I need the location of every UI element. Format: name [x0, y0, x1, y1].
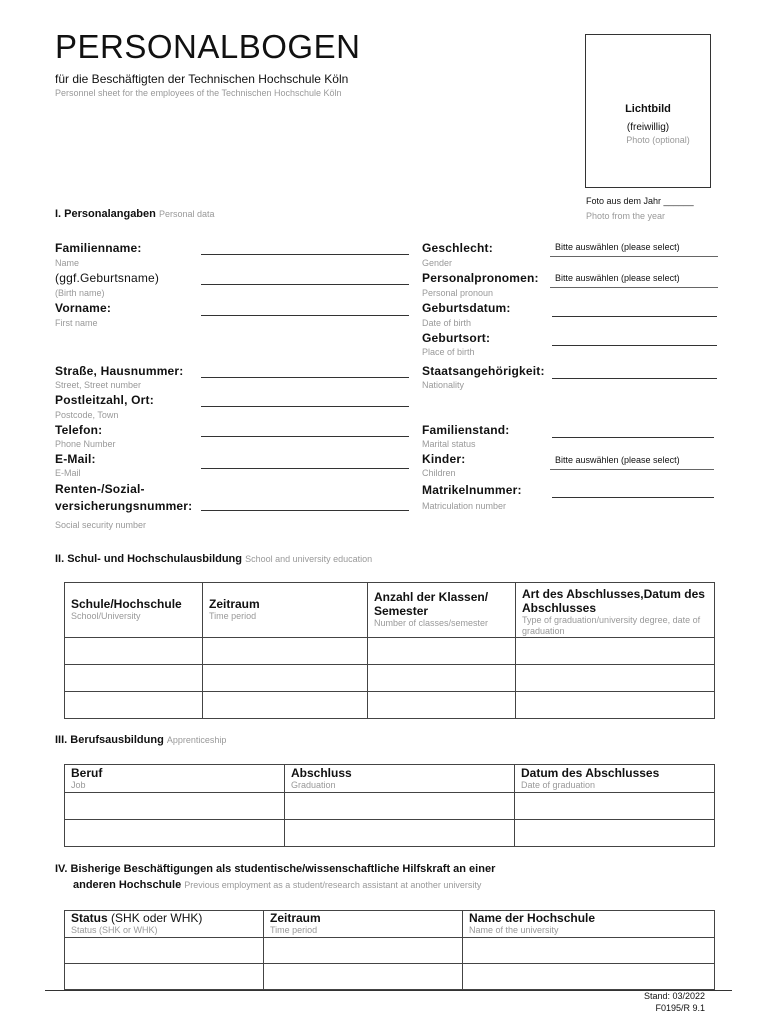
- table-cell[interactable]: [65, 692, 203, 719]
- table-header-cell: [65, 911, 264, 938]
- familienstand-field[interactable]: [552, 437, 714, 438]
- table-cell[interactable]: [515, 820, 715, 847]
- column-header: [65, 911, 263, 925]
- label-renten-en: Social security number: [55, 520, 147, 530]
- label-kinder-en: Children: [422, 468, 456, 478]
- table-cell[interactable]: [516, 692, 715, 719]
- footer-stand: Stand: 03/2022: [643, 991, 705, 1001]
- table-cell[interactable]: [65, 665, 203, 692]
- table-row: [65, 964, 715, 990]
- table-cell[interactable]: [65, 964, 264, 990]
- email-field[interactable]: [201, 468, 409, 469]
- table-row: [65, 938, 715, 964]
- table-row: [65, 665, 715, 692]
- column-header-en: School/University: [71, 611, 141, 621]
- column-header-en: Type of graduation/university degree, date of graduation: [522, 615, 701, 636]
- matrikel-field[interactable]: [552, 497, 714, 498]
- table-cell[interactable]: [515, 793, 715, 820]
- column-header: Schule/Hochschule: [71, 597, 182, 611]
- table-cell[interactable]: [65, 638, 203, 665]
- label-strasse: Straße, Hausnummer:: [55, 364, 184, 378]
- label-matrikel: Matrikelnummer:: [422, 483, 522, 497]
- table-cell[interactable]: [463, 964, 715, 990]
- table-header-cell: [463, 911, 715, 938]
- plz-field[interactable]: [201, 406, 409, 407]
- table-header-cell: [65, 765, 285, 793]
- table-cell[interactable]: [368, 638, 516, 665]
- page-subtitle-en: Personnel sheet for the employees of the Technischen Hochschule Köln: [55, 88, 342, 98]
- table-header-cell: [65, 583, 203, 638]
- section-title: anderen Hochschule: [73, 879, 182, 891]
- column-header: Name der Hochschule: [469, 911, 596, 925]
- section-title-en: Apprenticeship: [166, 735, 227, 745]
- section-apprenticeship: [55, 734, 226, 746]
- table-row: [65, 793, 715, 820]
- table-cell[interactable]: [516, 665, 715, 692]
- column-header: Anzahl der Klassen/ Semester: [374, 590, 489, 618]
- section-title-en: Personal data: [158, 209, 215, 219]
- label-geschlecht-en: Gender: [422, 258, 453, 268]
- table-cell[interactable]: [264, 964, 463, 990]
- footer-version: [644, 990, 705, 1014]
- telefon-field[interactable]: [201, 436, 409, 437]
- section-title: I. Personalangaben: [55, 208, 156, 220]
- familienname-field[interactable]: [201, 254, 409, 255]
- pronomen-select[interactable]: Bitte auswählen (please select): [555, 273, 680, 283]
- label-email-en: E-Mail: [55, 468, 81, 478]
- label-familienname-en: Name: [55, 258, 80, 268]
- column-header-en: Date of graduation: [521, 780, 596, 790]
- column-header: Abschluss: [291, 766, 352, 780]
- pronomen-select-line: [550, 287, 718, 288]
- footer-divider: [45, 990, 732, 991]
- label-pronomen: Personalpronomen:: [422, 271, 539, 285]
- photo-optional: (freiwillig): [626, 122, 670, 133]
- table-cell[interactable]: [65, 820, 285, 847]
- label-staats: Staatsangehörigkeit:: [422, 364, 545, 378]
- staats-field[interactable]: [552, 378, 717, 379]
- renten-field[interactable]: [201, 510, 409, 511]
- table-cell[interactable]: [285, 793, 515, 820]
- label-plz: Postleitzahl, Ort:: [55, 393, 154, 407]
- label-renten-2: versicherungsnummer:: [55, 499, 193, 513]
- photo-optional-en: Photo (optional): [626, 135, 690, 145]
- vorname-field[interactable]: [201, 315, 409, 316]
- table-row: [65, 692, 715, 719]
- column-header: Zeitraum: [209, 597, 260, 611]
- label-telefon-en: Phone Number: [55, 439, 116, 449]
- label-geburtsname: (ggf.Geburtsname): [55, 271, 160, 285]
- section-title: II. Schul- und Hochschulausbildung: [55, 553, 242, 565]
- column-header-en: Status (SHK or WHK): [71, 925, 158, 935]
- section-personal-data: [55, 208, 214, 220]
- column-header-rest: (SHK oder WHK): [107, 911, 203, 925]
- column-header-en: Graduation: [291, 780, 336, 790]
- table-cell[interactable]: [463, 938, 715, 964]
- table-header-cell: [264, 911, 463, 938]
- label-pronomen-en: Personal pronoun: [422, 288, 494, 298]
- geburtsdatum-field[interactable]: [552, 316, 717, 317]
- label-vorname-en: First name: [55, 318, 98, 328]
- table-cell[interactable]: [203, 692, 368, 719]
- label-matrikel-en: Matriculation number: [422, 501, 507, 511]
- label-familienstand-en: Marital status: [422, 439, 476, 449]
- label-geburtsdatum-en: Date of birth: [422, 318, 472, 328]
- column-header-en: Time period: [270, 925, 318, 935]
- column-header-en: Job: [71, 780, 86, 790]
- label-geschlecht: Geschlecht:: [422, 241, 493, 255]
- label-geburtsname-en: (Birth name): [55, 288, 105, 298]
- photo-title: Lichtbild: [625, 103, 671, 115]
- column-header: Zeitraum: [270, 911, 321, 925]
- strasse-field[interactable]: [201, 377, 409, 378]
- table-header-cell: [515, 765, 715, 793]
- table-header-row: [65, 583, 715, 638]
- geschlecht-select[interactable]: Bitte auswählen (please select): [555, 242, 680, 252]
- table-cell[interactable]: [264, 938, 463, 964]
- table-cell[interactable]: [65, 938, 264, 964]
- column-header-en: Time period: [209, 611, 257, 621]
- label-strasse-en: Street, Street number: [55, 380, 142, 390]
- column-header-en: Name of the university: [469, 925, 559, 935]
- label-renten: Renten-/Sozial-: [55, 482, 145, 496]
- section-title-en: School and university education: [245, 554, 373, 564]
- geschlecht-select-line: [550, 256, 718, 257]
- table-header-row: [65, 765, 715, 793]
- section-title-en: Previous employment as a student/research assistant at another university: [184, 880, 482, 890]
- column-header-en: Number of classes/semester: [374, 618, 489, 628]
- column-header: Beruf: [71, 766, 103, 780]
- table-row: [65, 820, 715, 847]
- photo-year-label-en: Photo from the year: [586, 211, 666, 221]
- geburtsort-field[interactable]: [552, 345, 717, 346]
- column-header-bold: Status: [71, 911, 108, 925]
- kinder-select-line: [550, 469, 714, 470]
- section-title: III. Berufsausbildung: [55, 734, 164, 746]
- label-staats-en: Nationality: [422, 380, 465, 390]
- table-row: [65, 638, 715, 665]
- section-previous-employment-2: [73, 879, 481, 891]
- table-header-cell: [368, 583, 516, 638]
- table-header-cell: [516, 583, 715, 638]
- label-familienname: Familienname:: [55, 241, 142, 255]
- section-previous-employment: IV. Bisherige Beschäftigungen als studentische/wissenschaftliche Hilfskraft an einer: [55, 863, 496, 875]
- table-cell[interactable]: [368, 665, 516, 692]
- geburtsname-field[interactable]: [201, 284, 409, 285]
- photo-year-label: Foto aus dem Jahr ______: [586, 196, 694, 206]
- label-plz-en: Postcode, Town: [55, 410, 119, 420]
- table-cell[interactable]: [65, 793, 285, 820]
- footer-code: F0195/R 9.1: [655, 1003, 705, 1013]
- table-header-cell: [285, 765, 515, 793]
- section-education: [55, 553, 372, 565]
- label-familienstand: Familienstand:: [422, 423, 510, 437]
- column-header: Art des Abschlusses,Datum des Abschlusses: [522, 587, 705, 615]
- apprenticeship-table: [64, 764, 715, 847]
- label-telefon: Telefon:: [55, 423, 103, 437]
- page-title: PERSONALBOGEN: [55, 28, 361, 65]
- table-cell[interactable]: [516, 638, 715, 665]
- table-header-cell: [203, 583, 368, 638]
- page-subtitle: für die Beschäftigten der Technischen Hochschule Köln: [55, 72, 349, 86]
- label-geburtsort: Geburtsort:: [422, 331, 491, 345]
- table-cell[interactable]: [285, 820, 515, 847]
- table-header-row: [65, 911, 715, 938]
- kinder-select[interactable]: Bitte auswählen (please select): [555, 455, 680, 465]
- table-cell[interactable]: [203, 665, 368, 692]
- label-kinder: Kinder:: [422, 452, 466, 466]
- label-geburtsdatum: Geburtsdatum:: [422, 301, 511, 315]
- label-geburtsort-en: Place of birth: [422, 347, 475, 357]
- label-vorname: Vorname:: [55, 301, 112, 315]
- table-cell[interactable]: [203, 638, 368, 665]
- label-email: E-Mail:: [55, 452, 96, 466]
- column-header: Datum des Abschlusses: [521, 766, 660, 780]
- education-table: [64, 582, 715, 719]
- table-cell[interactable]: [368, 692, 516, 719]
- employment-table: [64, 910, 715, 990]
